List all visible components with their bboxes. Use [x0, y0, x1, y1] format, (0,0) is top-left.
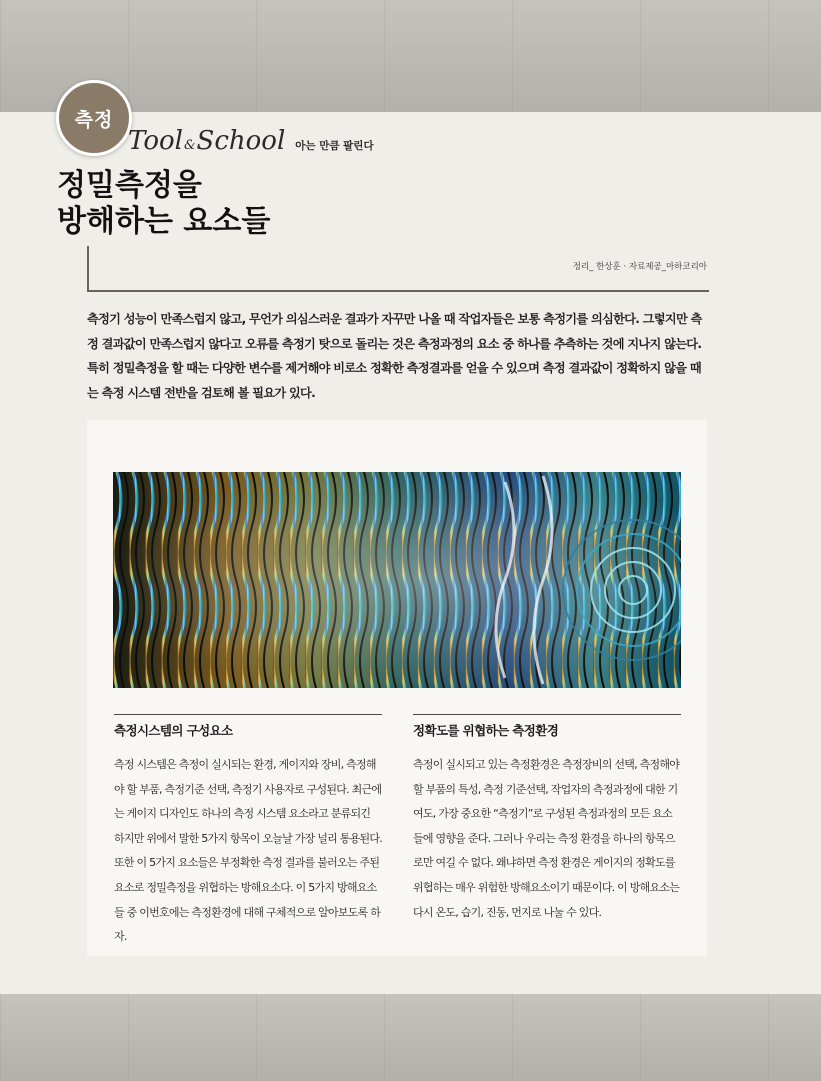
- content-panel: [87, 420, 707, 956]
- article-title: [57, 168, 477, 240]
- brand-tagline: 아는 만큼 팔린다: [295, 140, 374, 152]
- article-credit: 정리_ 한상훈 · 자료제공_마하코리아: [572, 262, 707, 272]
- section-badge-label: 측정: [74, 108, 114, 131]
- section-rule: [413, 714, 681, 715]
- brand-tool: Tool: [128, 126, 183, 156]
- stone-texture-bottom: [0, 994, 821, 1081]
- section-body: 측정이 실시되고 있는 측정환경은 측정장비의 선택, 측정해야 할 부품의 특성, 측정 기준선택, 작업자의 측정과정에 대한 기여도, 가장 중요한 “측정기”로 구성된 측정과정의 모든 요소들에 영향을 준다. 그러나 우리는 측정 환경을 하나의 항목으로만 여길 수 없다. 왜냐하면 측정 환경은 게이지의 정확도를 위협하는 매우 위험한 방해요소이기 때문이다. 이 방해요소는 다시 온도, 습기, 진동, 먼지로 나눌 수 있다.: [413, 758, 680, 919]
- section-heading: 정확도를 위협하는 측정환경: [413, 723, 559, 738]
- title-line-2: 방해하는 요소들: [57, 204, 271, 239]
- lead-paragraph: 측정기 성능이 만족스럽지 않고, 무언가 의심스러운 결과가 자꾸만 나올 때 작업자들은 보통 측정기를 의심한다. 그렇지만 측정 결과값이 만족스럽지 않다고 오류를 측정기 탓으로 돌리는 것은 측정과정의 요소 중 하나를 추측하는 것에 지나지 않는다. 특히 정밀측정을 할 때는 다양한 변수를 제거해야 비로소 정확한 측정결과를 얻을 수 있으며 측정 결과값이 정확하지 않을 때는 측정 시스템 전반을 검토해 볼 필요가 있다.: [87, 312, 702, 400]
- section-body: 측정 시스템은 측정이 실시되는 환경, 게이지와 장비, 측정해야 할 부품, 측정기준 선택, 측정기 사용자로 구성된다. 최근에는 게이지 디자인도 하나의 측정 시스템 요소라고 분류되긴 하지만 위에서 말한 5가지 항목이 오늘날 가장 널리 통용된다. 또한 이 5가지 요소들은 부정확한 측정 결과를 불러오는 주된 요소로 정밀측정을 위협하는 방해요소다. 이 5가지 방해요소들 중 이번호에는 측정환경에 대해 구체적으로 알아보도록 하자.: [114, 758, 382, 944]
- wave-photo: [113, 472, 681, 688]
- column-brand: [128, 126, 374, 160]
- title-line-1: 정밀측정을: [57, 168, 202, 203]
- brand-ampersand: &: [183, 138, 196, 153]
- section-heading: 측정시스템의 구성요소: [114, 723, 233, 738]
- wave-illustration: [113, 472, 681, 688]
- section-measurement-environment: [413, 714, 681, 925]
- section-measurement-system: [114, 714, 382, 950]
- brand-school: School: [196, 126, 286, 156]
- section-rule: [114, 714, 382, 715]
- credit-frame: [87, 246, 709, 292]
- section-badge: [56, 80, 132, 156]
